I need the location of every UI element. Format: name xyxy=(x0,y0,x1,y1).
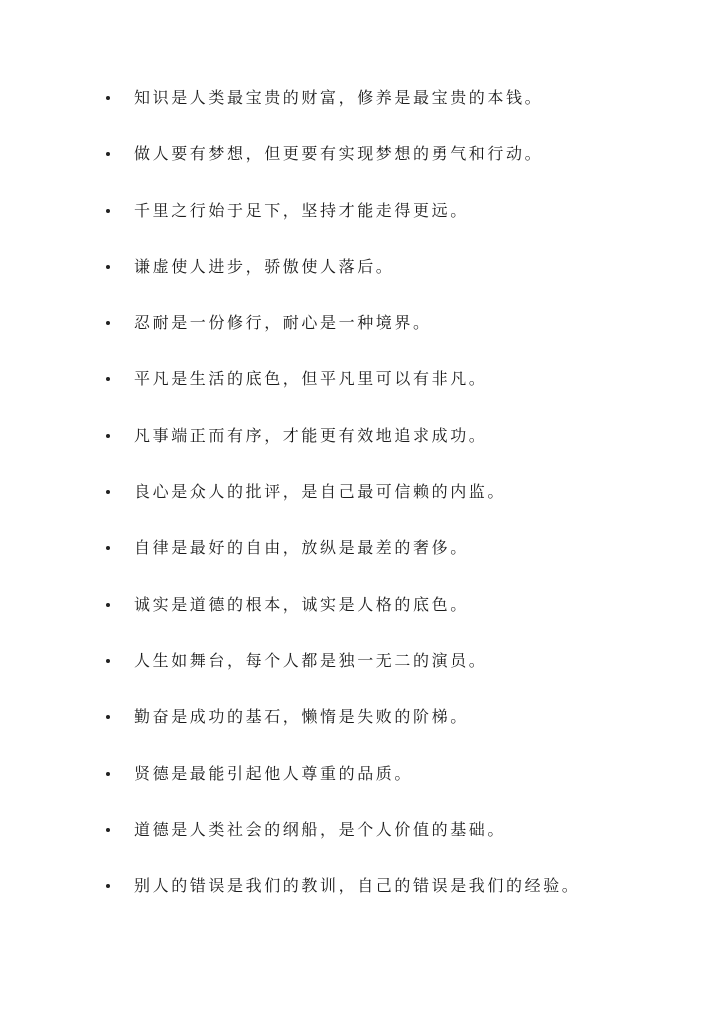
quote-text: 人生如舞台，每个人都是独一无二的演员。 xyxy=(134,650,488,670)
quote-text: 贤德是最能引起他人尊重的品质。 xyxy=(134,763,414,783)
bullet-icon xyxy=(106,96,110,100)
list-item xyxy=(106,816,686,872)
bullet-icon xyxy=(106,603,110,607)
bullet-icon xyxy=(106,659,110,663)
quote-text: 良心是众人的批评，是自己最可信赖的内监。 xyxy=(134,482,507,502)
list-item xyxy=(106,760,686,816)
list-item xyxy=(106,253,686,309)
list-item xyxy=(106,703,686,759)
quote-text: 忍耐是一份修行，耐心是一种境界。 xyxy=(134,313,432,333)
list-item xyxy=(106,84,686,140)
quote-list xyxy=(106,84,686,928)
quote-text: 自律是最好的自由，放纵是最差的奢侈。 xyxy=(134,538,469,558)
bullet-icon xyxy=(106,152,110,156)
quote-text: 做人要有梦想，但更要有实现梦想的勇气和行动。 xyxy=(134,144,544,164)
quote-text: 道德是人类社会的纲船，是个人价值的基础。 xyxy=(134,819,507,839)
bullet-icon xyxy=(106,490,110,494)
bullet-icon xyxy=(106,209,110,213)
quote-text: 平凡是生活的底色，但平凡里可以有非凡。 xyxy=(134,369,488,389)
list-item xyxy=(106,140,686,196)
bullet-icon xyxy=(106,772,110,776)
quote-text: 谦虚使人进步，骄傲使人落后。 xyxy=(134,256,395,276)
list-item xyxy=(106,309,686,365)
list-item xyxy=(106,591,686,647)
quote-text: 知识是人类最宝贵的财富，修养是最宝贵的本钱。 xyxy=(134,88,544,107)
quote-text: 别人的错误是我们的教训，自己的错误是我们的经验。 xyxy=(134,876,581,896)
bullet-icon xyxy=(106,715,110,719)
list-item xyxy=(106,422,686,478)
bullet-icon xyxy=(106,321,110,325)
bullet-icon xyxy=(106,884,110,888)
bullet-icon xyxy=(106,434,110,438)
quote-text: 千里之行始于足下，坚持才能走得更远。 xyxy=(134,200,469,220)
list-item xyxy=(106,872,686,928)
list-item xyxy=(106,647,686,703)
list-item xyxy=(106,534,686,590)
list-item xyxy=(106,365,686,421)
quote-text: 勤奋是成功的基石，懒惰是失败的阶梯。 xyxy=(134,707,469,727)
list-item xyxy=(106,197,686,253)
bullet-icon xyxy=(106,546,110,550)
bullet-icon xyxy=(106,828,110,832)
quote-text: 诚实是道德的根本，诚实是人格的底色。 xyxy=(134,594,469,614)
list-item xyxy=(106,478,686,534)
quote-text: 凡事端正而有序，才能更有效地追求成功。 xyxy=(134,425,488,445)
bullet-icon xyxy=(106,265,110,269)
bullet-icon xyxy=(106,377,110,381)
